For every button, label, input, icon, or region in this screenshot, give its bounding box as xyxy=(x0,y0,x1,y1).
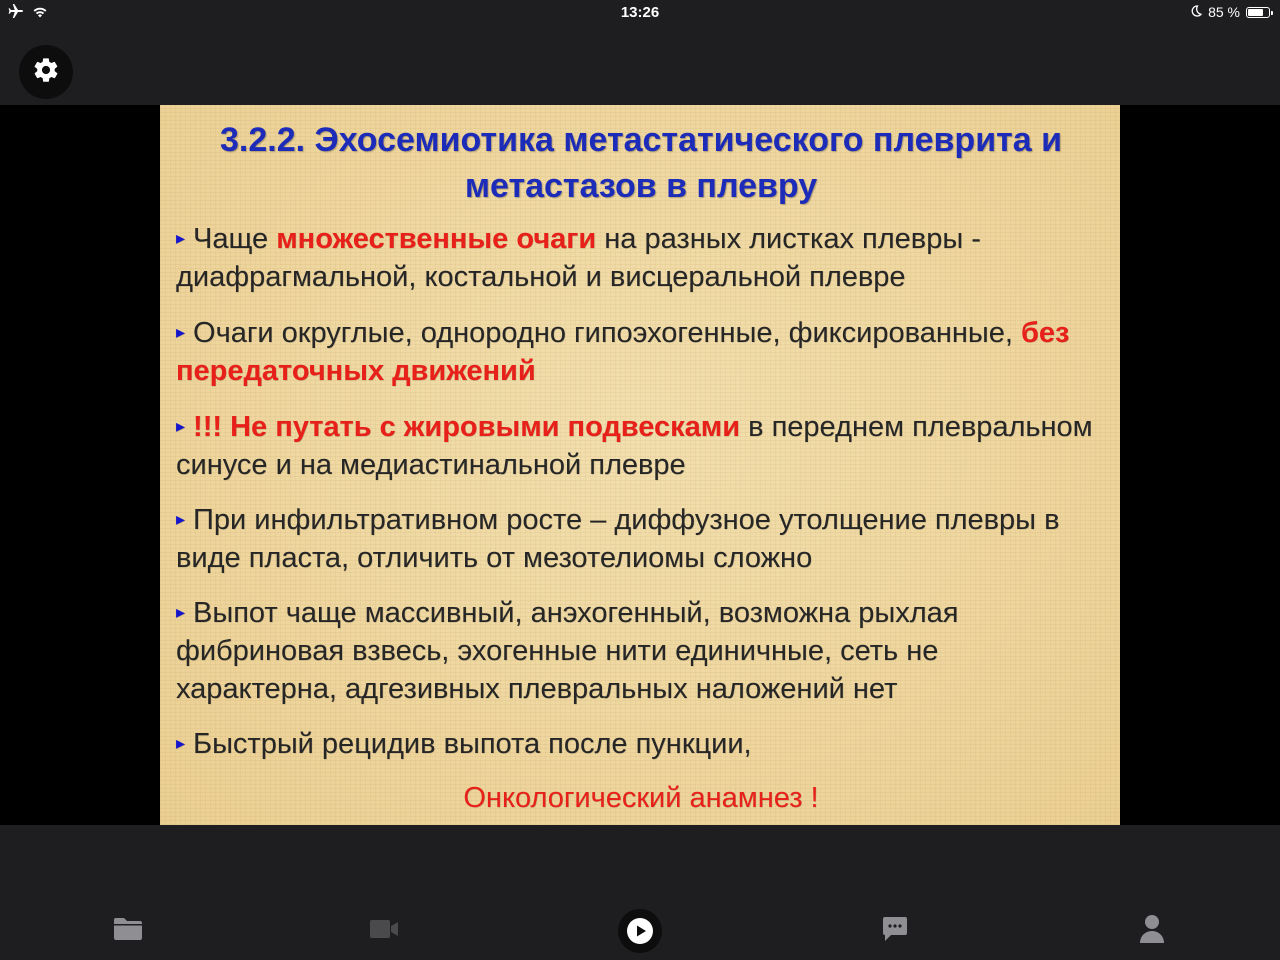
slide-title xyxy=(176,117,1106,209)
tab-files[interactable] xyxy=(104,907,152,955)
bullet-highlight: !!! Не путать с жировыми подвесками xyxy=(193,411,741,443)
play-icon xyxy=(618,909,662,953)
folder-icon xyxy=(113,917,143,946)
status-time: 13:26 xyxy=(620,4,660,21)
video-camera-icon xyxy=(369,919,399,944)
battery-icon xyxy=(1246,7,1270,18)
bullet-marker-icon: ▸ xyxy=(176,322,186,342)
tab-profile[interactable] xyxy=(1128,907,1176,955)
bullet-highlight: множественные очаги xyxy=(276,223,597,255)
slide-bullet xyxy=(176,593,1106,708)
settings-button[interactable] xyxy=(19,45,73,99)
bullet-text: При инфильтративном росте – диффузное утолщение плевры в виде пласта, отличить от мезотелиомы сложно xyxy=(176,504,1060,574)
video-player[interactable] xyxy=(0,105,1280,825)
bullet-marker-icon: ▸ xyxy=(176,509,186,529)
bullet-marker-icon: ▸ xyxy=(176,228,186,248)
battery-text: 85 % xyxy=(1208,4,1240,20)
bullet-text: Быстрый рецидив выпота после пункции, xyxy=(193,728,752,760)
presentation-slide xyxy=(160,105,1120,825)
bullet-marker-icon: ▸ xyxy=(176,602,186,622)
top-toolbar xyxy=(0,26,1280,105)
bottom-tab-bar xyxy=(0,825,1280,960)
person-icon xyxy=(1139,914,1165,949)
tab-chat[interactable] xyxy=(871,907,919,955)
moon-icon xyxy=(1190,4,1202,20)
tab-play[interactable] xyxy=(616,907,664,955)
bullet-text: Очаги округлые, однородно гипоэхогенные, фиксированные, xyxy=(193,317,1021,349)
gear-icon xyxy=(32,56,60,89)
slide-bullet xyxy=(176,313,1106,390)
chat-bubble-icon xyxy=(882,916,908,947)
slide-bullet xyxy=(176,500,1106,577)
slide-bullet xyxy=(176,219,1106,296)
tab-video[interactable] xyxy=(360,907,408,955)
bullet-highlight: без передаточных движений xyxy=(176,317,1070,387)
bullet-marker-icon: ▸ xyxy=(176,733,186,753)
bullet-text-continued: на разных листках плевры - диафрагмальной, костальной и висцеральной плевре xyxy=(176,223,981,293)
slide-conclusion: Онкологический анамнез ! xyxy=(463,782,819,814)
battery-fill xyxy=(1248,9,1263,16)
bullet-text: Выпот чаще массивный, анэхогенный, возможна рыхлая фибриновая взвесь, эхогенные нити единичные, сеть не характерна, адгезивных плевральных наложений нет xyxy=(176,597,959,705)
status-bar xyxy=(0,0,1280,26)
slide-bullet xyxy=(176,724,1106,763)
slide-bullet xyxy=(176,407,1106,484)
slide-title-line1: 3.2.2. Эхосемиотика метастатического плеврита и xyxy=(220,121,1062,159)
status-right xyxy=(1190,4,1270,20)
bullet-marker-icon: ▸ xyxy=(176,416,186,436)
bullet-text-continued: в переднем плевральном синусе и на медиастинальной плевре xyxy=(176,411,1093,481)
slide-title-line2: метастазов в плевру xyxy=(464,167,818,205)
bullet-text: Чаще xyxy=(193,223,277,255)
